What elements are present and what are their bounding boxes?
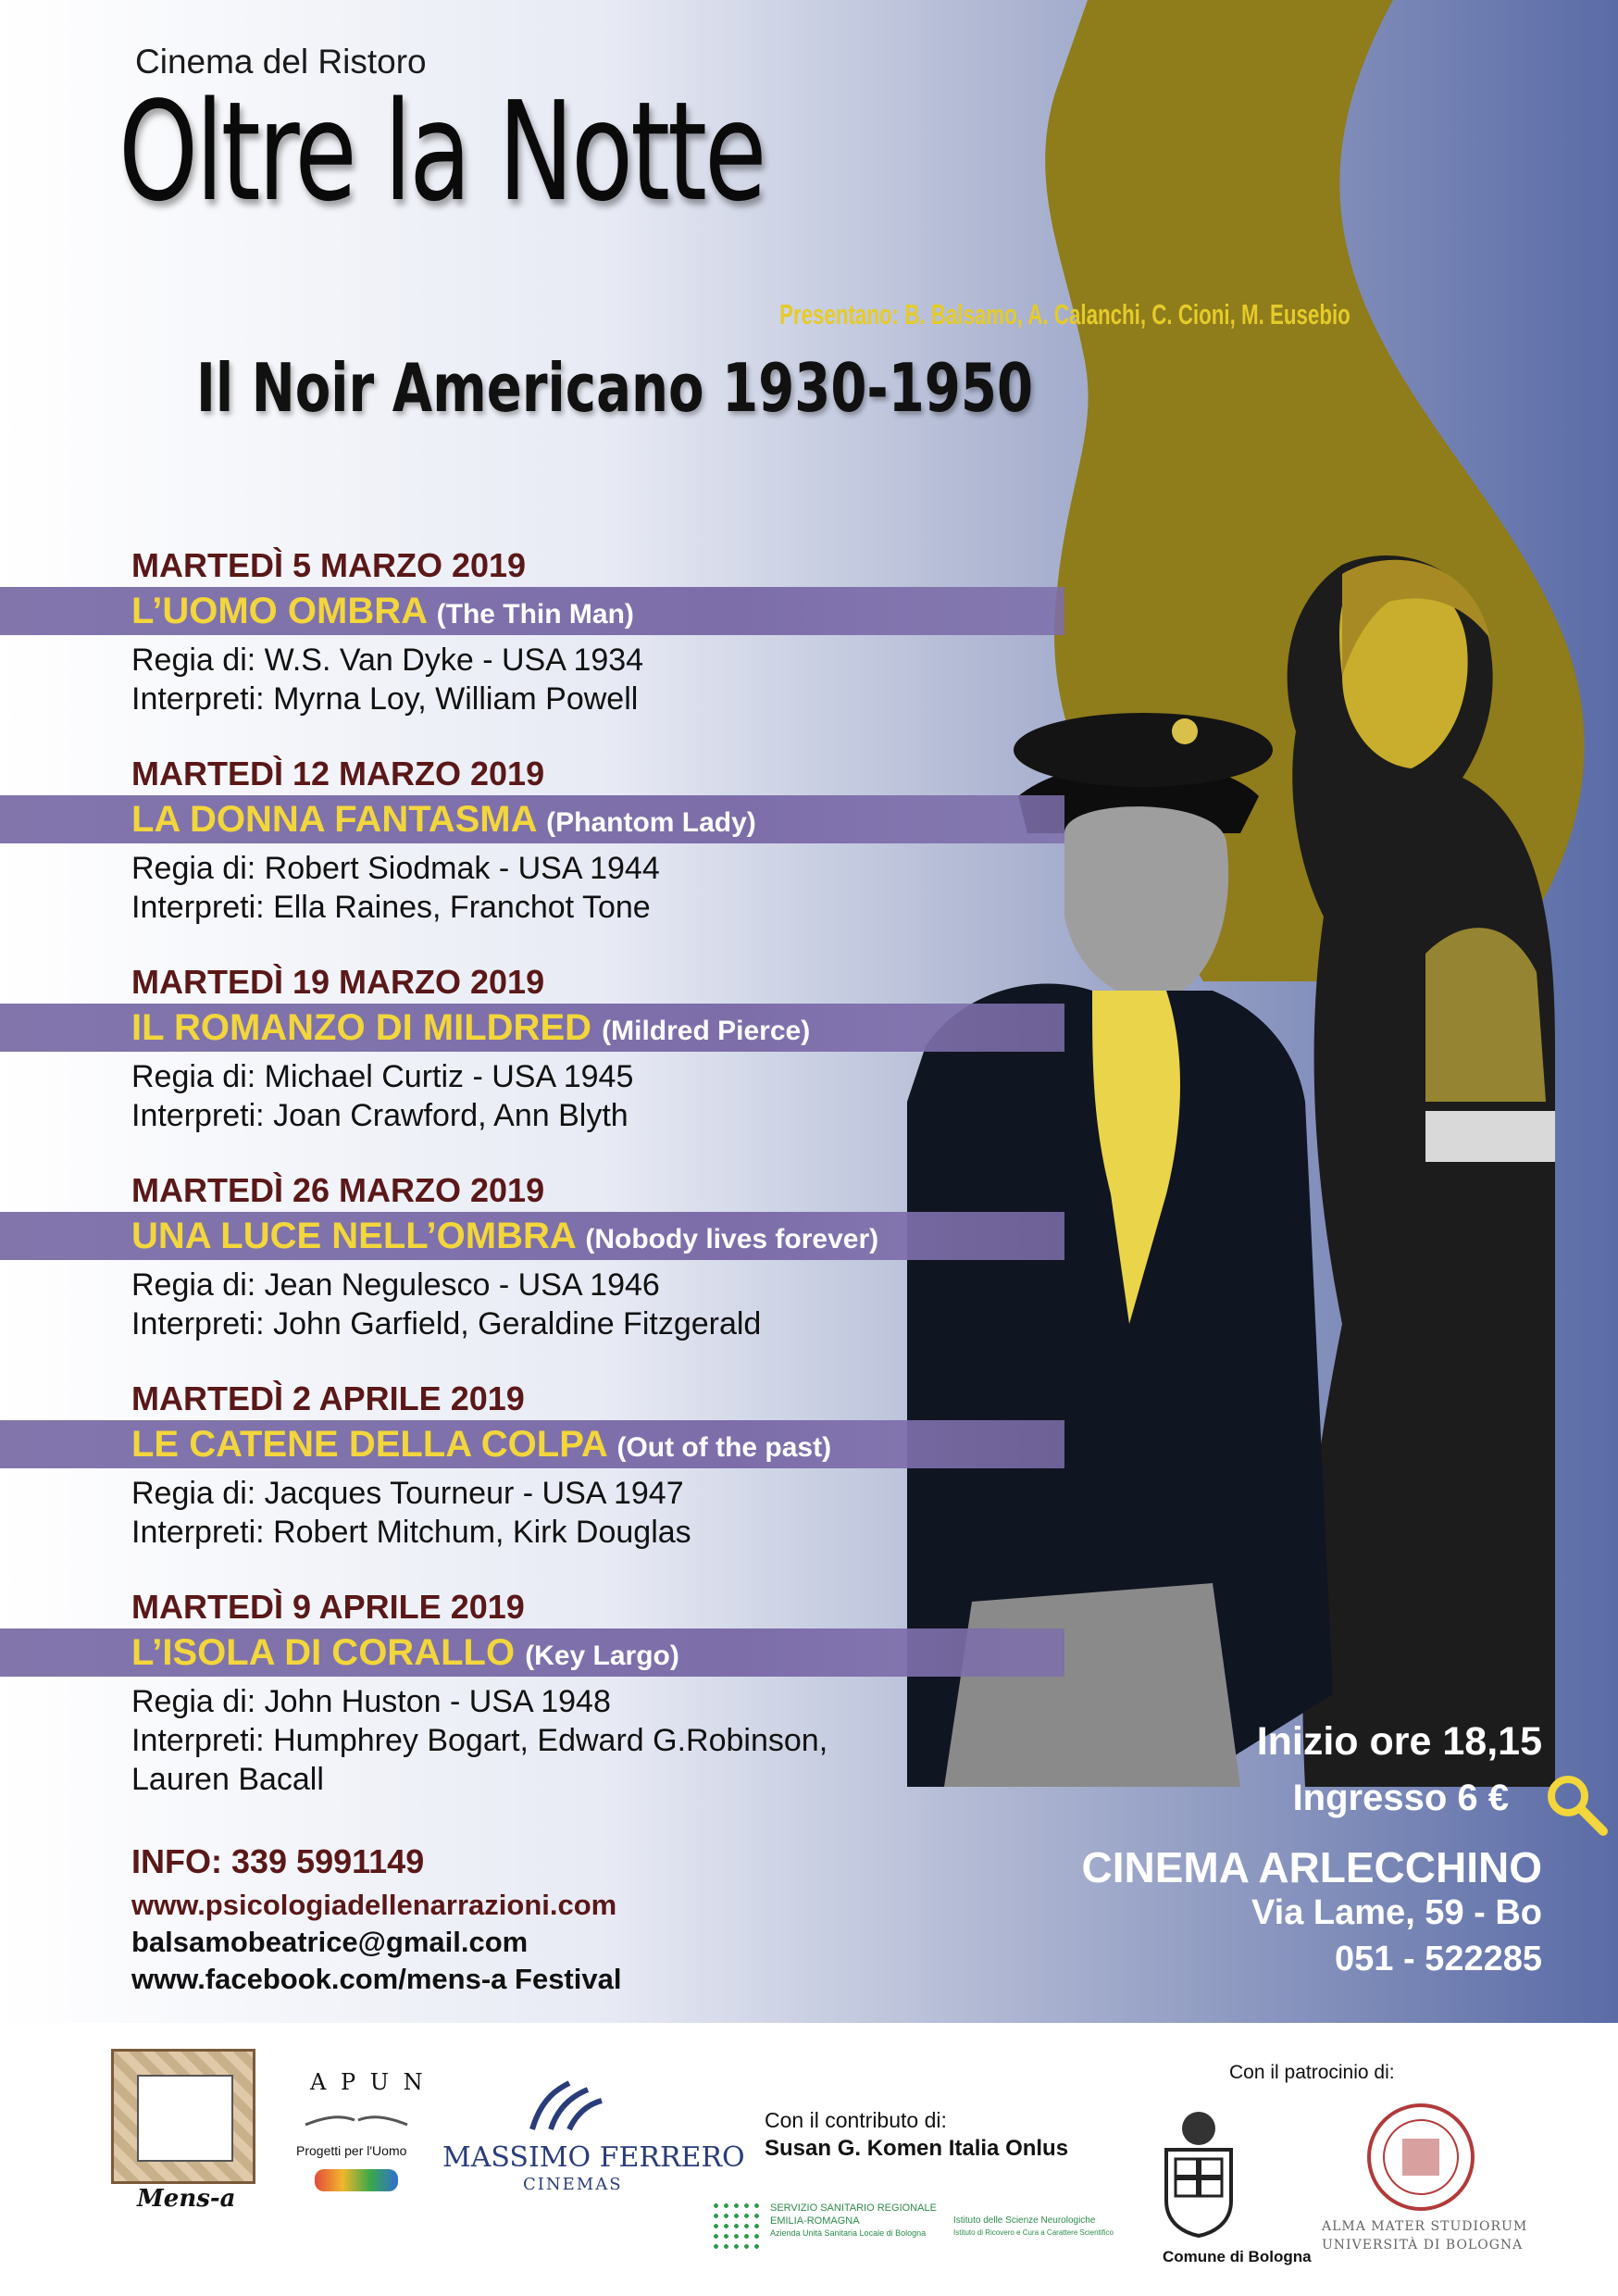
screening-item [0, 546, 1064, 741]
ferrero-logo-text: MASSIMO FERRERO [442, 2141, 745, 2174]
ticket-price: Ingresso 6 € [1292, 1778, 1509, 1818]
film-title: L’UOMO OMBRA (The Thin Man) [131, 591, 634, 631]
film-director: Regia di: John Huston - USA 1948 [131, 1684, 611, 1719]
film-cast: Interpreti: Ella Raines, Franchot Tone [131, 890, 651, 925]
email-link[interactable]: balsamobeatrice@gmail.com [131, 1926, 529, 1958]
film-director: Regia di: Michael Curtiz - USA 1945 [131, 1059, 634, 1094]
screening-item [0, 1588, 1064, 1797]
ssr-line-3: Azienda Unità Sanitaria Locale di Bologna [770, 2228, 927, 2238]
original-title: (Key Largo) [525, 1641, 679, 1671]
unibo-line-2: UNIVERSITÀ DI BOLOGNA [1322, 2238, 1524, 2252]
film-title: LA DONNA FANTASMA (Phantom Lady) [131, 799, 756, 840]
comune-label: Comune di Bologna [1163, 2248, 1312, 2265]
facebook-link[interactable]: www.facebook.com/mens-a Festival [131, 1963, 622, 1995]
mensa-logo [111, 2049, 255, 2184]
screening-item [0, 1379, 1064, 1574]
film-director: Regia di: W.S. Van Dyke - USA 1934 [131, 643, 644, 678]
film-cast: Interpreti: Myrna Loy, William Powell [131, 681, 639, 717]
magnifier-icon [1544, 1772, 1609, 1837]
film-title: IL ROMANZO DI MILDRED (Mildred Pierce) [131, 1007, 811, 1048]
original-title: (The Thin Man) [436, 599, 634, 630]
presenters: Presentano: B. Balsamo, A. Calanchi, C. Cioni, M. Eusebio [779, 298, 1350, 331]
original-title: (Phantom Lady) [546, 807, 756, 838]
screening-date: MARTEDÌ 19 MARZO 2019 [131, 963, 545, 1001]
unibo-line-1: ALMA MATER STUDIORUM [1322, 2219, 1528, 2234]
film-cast-continued: Lauren Bacall [131, 1762, 324, 1797]
screening-date: MARTEDÌ 2 APRILE 2019 [131, 1379, 525, 1417]
ssr-line-1: SERVIZIO SANITARIO REGIONALE [770, 2202, 937, 2214]
screening-item [0, 1171, 1064, 1366]
comune-bologna-crest-icon [1157, 2108, 1240, 2238]
contribution-label: Con il contributo di: [765, 2108, 947, 2132]
apun-logo-text: A P U N [310, 2069, 427, 2095]
film-cast: Interpreti: Robert Mitchum, Kirk Douglas [131, 1515, 691, 1550]
film-director: Regia di: Robert Siodmak - USA 1944 [131, 851, 660, 886]
page-title: Oltre la Notte [118, 72, 765, 231]
ferrero-logo-icon [523, 2078, 606, 2134]
film-cast: Interpreti: Humphrey Bogart, Edward G.Robinson, [131, 1723, 828, 1758]
unibo-seal-icon [1365, 2102, 1476, 2213]
screening-item [0, 963, 1064, 1157]
info-phone: INFO: 339 5991149 [131, 1842, 425, 1880]
website-link[interactable]: www.psicologiadellenarrazioni.com [131, 1889, 617, 1921]
venue-phone: 051 - 522285 [1335, 1940, 1542, 1978]
page-subtitle: Il Noir Americano 1930-1950 [196, 349, 1034, 427]
screening-date: MARTEDÌ 9 APRILE 2019 [131, 1588, 525, 1626]
film-director: Regia di: Jean Negulesco - USA 1946 [131, 1267, 660, 1303]
apun-subtitle: Progetti per l'Uomo [296, 2143, 407, 2158]
film-director: Regia di: Jacques Tourneur - USA 1947 [131, 1476, 684, 1511]
ssr-line-2: EMILIA-ROMAGNA [770, 2215, 860, 2227]
mensa-label: Mens-a [137, 2185, 236, 2213]
isn-line-1: Istituto delle Scienze Neurologiche [953, 2215, 1096, 2226]
original-title: (Nobody lives forever) [585, 1224, 879, 1254]
film-title: LE CATENE DELLA COLPA (Out of the past) [131, 1424, 832, 1465]
patronage-label: Con il patrocinio di: [1229, 2062, 1395, 2083]
screening-item [0, 755, 1064, 949]
sponsor-name: Susan G. Komen Italia Onlus [765, 2136, 1069, 2161]
screening-date: MARTEDÌ 26 MARZO 2019 [131, 1171, 545, 1209]
isn-line-2: Istituto di Ricovero e Cura a Carattere Scientifico [953, 2228, 1114, 2237]
organizer: Cinema del Ristoro [135, 43, 427, 81]
ferrero-sub: CINEMAS [523, 2175, 623, 2194]
apun-badge [315, 2169, 398, 2191]
original-title: (Out of the past) [616, 1432, 832, 1463]
ssr-logo [711, 2201, 762, 2252]
start-time: Inizio ore 18,15 [1256, 1719, 1542, 1764]
sponsor-footer [0, 2023, 1618, 2296]
film-cast: Interpreti: Joan Crawford, Ann Blyth [131, 1098, 629, 1133]
venue-name: CINEMA ARLECCHINO [1081, 1843, 1542, 1891]
venue-address: Via Lame, 59 - Bo [1251, 1893, 1542, 1932]
hands-icon [301, 2102, 412, 2139]
screening-date: MARTEDÌ 5 MARZO 2019 [131, 546, 527, 584]
screening-date: MARTEDÌ 12 MARZO 2019 [131, 755, 545, 792]
film-title: L’ISOLA DI CORALLO (Key Largo) [131, 1632, 679, 1673]
original-title: (Mildred Pierce) [602, 1016, 811, 1046]
film-cast: Interpreti: John Garfield, Geraldine Fitzgerald [131, 1306, 762, 1341]
film-title: UNA LUCE NELL’OMBRA (Nobody lives forever) [131, 1216, 879, 1256]
